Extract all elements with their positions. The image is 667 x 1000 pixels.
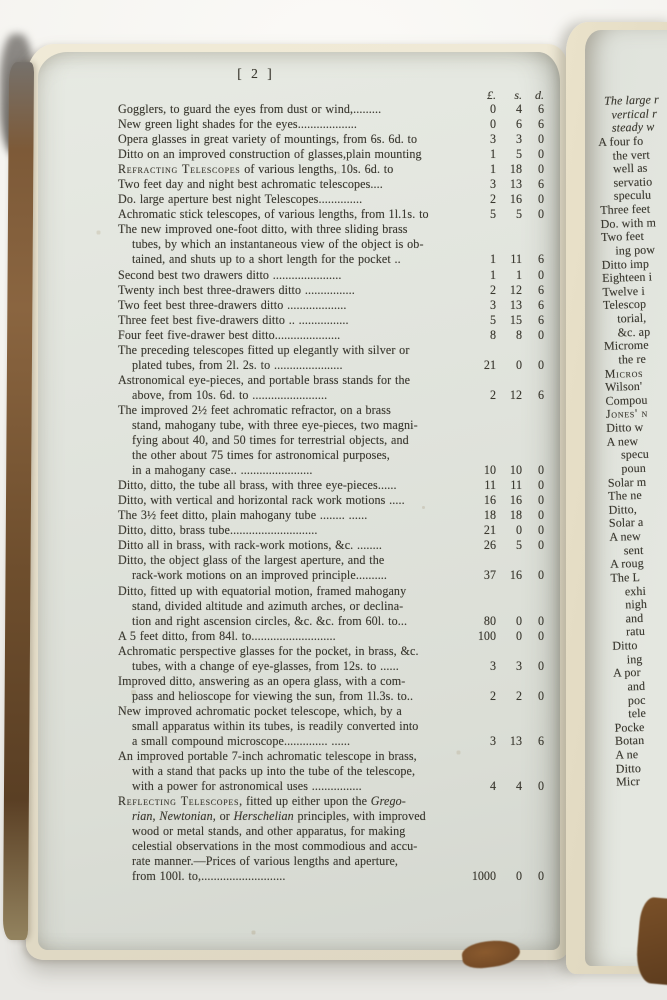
price-pounds: 18 [483, 508, 496, 523]
item-line: Refracting Telescopes of various lengths, 10s. 6d. to [118, 162, 394, 177]
price-pence: 0 [537, 613, 544, 628]
catalog-item [118, 403, 544, 478]
page-number: [ 2 ] [237, 66, 275, 81]
catalog-item [118, 674, 544, 704]
item-description [118, 102, 464, 117]
price-pounds: 5 [489, 207, 496, 222]
fragment-line: &c. ap [617, 324, 651, 340]
fragment-line: A roug [609, 556, 644, 572]
price-pence: 0 [537, 869, 544, 884]
shillings-header: s. [514, 88, 522, 102]
price-pounds: 3 [489, 658, 496, 673]
item-line: small apparatus within its tubes, is readily converted into [132, 718, 419, 733]
item-line: fying about 40, and 50 times for terrestrial objects, and [132, 433, 409, 448]
price-pence: 0 [537, 478, 544, 493]
price-pence: 0 [537, 658, 544, 673]
item-description [118, 313, 464, 328]
price-pence: 0 [537, 162, 544, 177]
fragment-line: the re [618, 351, 647, 367]
fragment-line: speculu [613, 187, 652, 203]
item-description [118, 207, 464, 222]
fragment-line: Ditto w [606, 419, 644, 435]
item-line: Twenty inch best three-drawers ditto ................ [118, 282, 355, 297]
price-pence: 6 [537, 312, 544, 327]
item-line: New improved achromatic pocket telescope, which, by a [118, 703, 402, 718]
item-line: Ditto, with vertical and horizontal rack work motions ..... [118, 493, 405, 508]
price-pounds: 11 [484, 478, 496, 493]
pence-header: d. [535, 88, 544, 102]
price-pounds: 2 [489, 192, 496, 207]
item-description [118, 794, 464, 884]
fragment-line: Jones' n [605, 406, 649, 422]
fragment-line: Compou [605, 392, 648, 408]
item-description [118, 644, 464, 674]
fragment-line: servatio [613, 174, 653, 190]
price-shillings: 12 [509, 282, 522, 297]
item-line: rack-work motions on an improved principle.......... [132, 568, 388, 583]
price-pounds: 1000 [471, 869, 496, 884]
item-line: Two feet day and night best achromatic telescopes.... [118, 177, 383, 192]
price-pence: 0 [537, 267, 544, 282]
price-pounds: 37 [483, 568, 496, 583]
price-shillings: 12 [509, 387, 522, 402]
catalog-item [118, 538, 544, 553]
item-line: The preceding telescopes fitted up elegantly with silver or [118, 342, 410, 357]
catalog-item [118, 313, 544, 328]
price-pence: 6 [537, 387, 544, 402]
price-pence: 6 [537, 117, 544, 132]
fragment-line: A por [612, 665, 641, 681]
fragment-line: Ditto, [608, 501, 638, 517]
item-line: stand, divided altitude and azimuth arches, or declina- [132, 598, 404, 613]
item-line: Astronomical eye-pieces, and portable brass stands for the [118, 372, 411, 387]
fragment-line: poun [621, 460, 647, 476]
item-line: Opera glasses in great variety of mountings, from 6s. 6d. to [118, 132, 418, 147]
item-line: An improved portable 7-inch achromatic telescope in brass, [118, 749, 417, 764]
item-line: Ditto, ditto, the tube all brass, with three eye-pieces...... [118, 478, 397, 493]
item-description [118, 177, 464, 192]
item-description [118, 222, 464, 267]
price-pence: 0 [537, 192, 544, 207]
price-shillings: 16 [509, 192, 522, 207]
catalog-item [118, 207, 544, 222]
price-shillings: 10 [509, 463, 522, 478]
item-line: with a power for astronomical uses ................ [132, 779, 362, 794]
price-pence: 0 [537, 568, 544, 583]
fragment-line: specu [620, 446, 650, 462]
item-line: tubes, with a change of eye-glasses, from 12s. to ...... [132, 658, 399, 673]
item-description [118, 147, 464, 162]
item-description [118, 132, 464, 147]
item-description [118, 523, 464, 538]
catalog-item [118, 102, 544, 117]
fragment-line: ing pow [615, 242, 656, 258]
catalog-item [118, 478, 544, 493]
item-line: wood or metal stands, and other apparatus, for making [132, 824, 406, 839]
item-line: New green light shades for the eyes................... [118, 117, 358, 132]
item-line: in a mahogany case.. ....................... [132, 463, 313, 478]
fragment-line: The L [610, 569, 641, 585]
fragment-line: A four fo [598, 133, 644, 149]
price-shillings: 16 [509, 493, 522, 508]
price-pounds: 2 [489, 688, 496, 703]
price-pence: 0 [537, 132, 544, 147]
price-shillings: 1 [515, 267, 522, 282]
fragment-line: tele [628, 706, 647, 721]
price-pence: 0 [537, 538, 544, 553]
price-pounds: 3 [489, 177, 496, 192]
fragment-line: Microme [603, 337, 649, 354]
fragment-line: vertical r [611, 105, 658, 122]
item-line: plated tubes, from 2l. 2s. to ...................... [132, 357, 343, 372]
item-description [118, 749, 464, 794]
price-pence: 0 [537, 327, 544, 342]
price-shillings: 0 [515, 613, 522, 628]
price-pence: 0 [537, 207, 544, 222]
item-line: tubes, by which an instantaneous view of the object is ob- [132, 237, 424, 252]
item-description [118, 493, 464, 508]
price-shillings: 18 [509, 162, 522, 177]
fragment-line: steady w [611, 119, 655, 135]
fragment-line: nigh [625, 596, 648, 612]
fragment-line: exhi [624, 583, 647, 598]
fragment-line: A new [606, 433, 639, 449]
price-shillings: 11 [510, 252, 522, 267]
fragment-line: Pocke [614, 719, 645, 735]
price-list [118, 102, 544, 884]
catalog-item [118, 147, 544, 162]
price-shillings: 13 [509, 297, 522, 312]
price-shillings: 2 [515, 688, 522, 703]
item-line: tained, and shuts up to a short length for the pocket .. [132, 252, 401, 267]
price-pence: 0 [537, 779, 544, 794]
price-shillings: 13 [509, 177, 522, 192]
price-pounds: 3 [489, 132, 496, 147]
price-pence: 6 [537, 297, 544, 312]
catalog-item [118, 268, 544, 283]
item-description [118, 403, 464, 478]
item-description [118, 538, 464, 553]
catalog-item [118, 192, 544, 207]
price-pounds: 1 [489, 162, 496, 177]
item-description [118, 328, 464, 343]
fragment-line: Ditto [615, 760, 642, 776]
item-line: the other about 75 times for astronomical purposes, [132, 448, 390, 463]
price-pounds: 0 [489, 102, 496, 116]
currency-spacer [118, 89, 464, 101]
catalog-item [118, 298, 544, 313]
price-pence: 0 [537, 523, 544, 538]
catalog-item [118, 584, 544, 629]
price-pounds: 80 [483, 613, 496, 628]
price-pence: 0 [537, 628, 544, 643]
item-description [118, 508, 464, 523]
price-shillings: 11 [510, 478, 522, 493]
price-pence: 0 [537, 508, 544, 523]
price-shillings: 0 [515, 869, 522, 884]
fragment-line: Two feet [600, 228, 645, 245]
item-line: Ditto, fitted up with equatorial motion, framed mahogany [118, 583, 407, 598]
item-line: Two feet best three-drawers ditto ................... [118, 297, 347, 312]
catalog-item [118, 117, 544, 132]
item-line: rate manner.—Prices of various lengths and aperture, [132, 854, 399, 869]
price-pounds: 2 [489, 387, 496, 402]
price-shillings: 8 [515, 327, 522, 342]
price-pounds: 3 [489, 297, 496, 312]
catalog-item [118, 328, 544, 343]
item-description [118, 553, 464, 583]
fragment-line: poc [627, 692, 646, 707]
item-description [118, 117, 464, 132]
item-line: Gogglers, to guard the eyes from dust or wind,......... [118, 102, 382, 116]
fragment-line: Twelve i [602, 283, 645, 299]
item-line: with a stand that packs up into the tube of the telescope, [132, 764, 416, 779]
item-description [118, 704, 464, 749]
item-description [118, 373, 464, 403]
price-pounds: 26 [483, 538, 496, 553]
item-line: Improved ditto, answering as an opera glass, with a com- [118, 673, 406, 688]
fragment-line: the vert [612, 147, 650, 163]
item-line: Three feet best five-drawers ditto .. ................ [118, 312, 349, 327]
item-description [118, 162, 464, 177]
price-pounds: 1 [489, 267, 496, 282]
price-pounds: 21 [483, 523, 496, 538]
catalog-item [118, 343, 544, 373]
price-list-wrap [118, 68, 544, 884]
item-line: The 3½ feet ditto, plain mahogany tube ........ ...... [118, 508, 368, 523]
item-line: pass and helioscope for viewing the sun, from 1l.3s. to.. [132, 688, 414, 703]
item-line: Ditto all in brass, with rack-work motions, &c. ........ [118, 538, 382, 553]
fragment-line: Do. with m [600, 215, 657, 231]
price-shillings: 3 [515, 132, 522, 147]
catalog-item [118, 132, 544, 147]
fragment-line: Eighteen i [601, 269, 653, 286]
item-line: Ditto on an improved construction of glasses,plain mounting [118, 147, 422, 162]
price-shillings: 6 [515, 117, 522, 132]
price-pounds: 1 [489, 252, 496, 267]
catalog-item [118, 704, 544, 749]
catalog-item [118, 794, 544, 884]
item-line: Do. large aperture best night Telescopes.............. [118, 192, 363, 207]
fragment-line: and [625, 610, 644, 626]
price-pounds: 2 [489, 282, 496, 297]
catalog-item [118, 177, 544, 192]
fragment-line: ratu [625, 624, 646, 639]
catalog-item [118, 162, 544, 177]
catalog-item [118, 508, 544, 523]
fragment-line: Micr [615, 774, 641, 789]
price-shillings: 13 [509, 733, 522, 748]
price-pence: 0 [537, 147, 544, 162]
paper-speckles [38, 52, 39, 53]
fragment-line: well as [612, 160, 648, 176]
fragment-line: sent [623, 542, 644, 558]
price-shillings: 5 [515, 207, 522, 222]
price-pence: 0 [537, 493, 544, 508]
price-pence: 6 [537, 733, 544, 748]
price-shillings: 4 [515, 779, 522, 794]
item-line: a small compound microscope.............. ...... [132, 733, 351, 748]
item-line: A 5 feet ditto, from 84l. to........................... [118, 628, 336, 643]
item-description [118, 478, 464, 493]
price-shillings: 16 [509, 568, 522, 583]
price-pounds: 4 [489, 779, 496, 794]
catalog-item [118, 749, 544, 794]
catalog-item [118, 493, 544, 508]
item-line: stand, mahogany tube, with three eye-pieces, two magni- [132, 417, 418, 432]
fragment-line: Botan [614, 733, 645, 749]
price-shillings: 0 [515, 628, 522, 643]
price-pence: 6 [537, 102, 544, 116]
item-line: above, from 10s. 6d. to ........................ [132, 387, 328, 402]
price-pounds: 3 [489, 733, 496, 748]
currency-header [118, 89, 544, 101]
price-pence: 6 [537, 177, 544, 192]
catalog-item [118, 222, 544, 267]
fragment-line: Telescop [602, 297, 647, 313]
price-pence: 6 [537, 282, 544, 297]
item-description [118, 298, 464, 313]
price-shillings: 3 [515, 658, 522, 673]
price-shillings: 5 [515, 147, 522, 162]
fragment-line: A ne [615, 747, 639, 762]
item-description [118, 584, 464, 629]
fragment-line: Three feet [600, 201, 651, 217]
price-shillings: 0 [515, 357, 522, 372]
price-pence: 0 [537, 357, 544, 372]
item-line: Ditto, ditto, brass tube............................ [118, 523, 318, 538]
item-line: Second best two drawers ditto ...................... [118, 267, 342, 282]
fragment-line: Ditto [612, 638, 638, 653]
catalog-item [118, 523, 544, 538]
item-description [118, 629, 464, 644]
catalog-item [118, 629, 544, 644]
price-pounds: 21 [483, 357, 496, 372]
price-shillings: 4 [515, 102, 522, 116]
fragment-line: The ne [608, 488, 642, 503]
price-pounds: 10 [483, 463, 496, 478]
price-pence: 6 [537, 252, 544, 267]
fragment-line: and [627, 678, 646, 694]
catalog-item [118, 373, 544, 403]
item-description [118, 343, 464, 373]
fragment-line: ing [626, 651, 643, 667]
item-line: Achromatic stick telescopes, of various lengths, from 1l.1s. to [118, 207, 429, 222]
price-shillings: 0 [515, 523, 522, 538]
price-pounds: 0 [489, 117, 496, 132]
price-shillings: 18 [509, 508, 522, 523]
fragment-line: Ditto imp [601, 256, 650, 272]
item-line: Achromatic perspective glasses for the pocket, in brass, &c. [118, 643, 419, 658]
item-line: Ditto, the object glass of the largest aperture, and the [118, 553, 385, 568]
item-line: Reflecting Telescopes, fitted up either upon the Grego- [118, 794, 406, 809]
item-line: The improved 2½ feet achromatic refractor, on a brass [118, 402, 391, 417]
item-line: tion and right ascension circles, &c. &c. from 60l. to... [132, 613, 408, 628]
price-pence: 0 [537, 463, 544, 478]
item-line: from 100l. to,........................... [132, 869, 286, 884]
fragment-line: A new [609, 528, 642, 544]
price-pounds: 100 [477, 628, 496, 643]
price-shillings: 15 [509, 312, 522, 327]
pounds-header: £. [487, 88, 496, 102]
fragment-line: Micros [604, 365, 644, 381]
price-pounds: 16 [483, 493, 496, 508]
fragment-line: Solar m [607, 474, 647, 490]
left-page [38, 52, 560, 950]
item-line: rian, Newtonian, or Herschelian principles, with improved [132, 809, 426, 824]
item-description [118, 268, 464, 283]
price-pence: 0 [537, 688, 544, 703]
item-description [118, 192, 464, 207]
item-description [118, 283, 464, 298]
catalog-item [118, 644, 544, 674]
catalog-item [118, 553, 544, 583]
price-shillings: 5 [515, 538, 522, 553]
fragment-line: The large r [603, 92, 659, 108]
fragment-line: Wilson' [604, 378, 643, 395]
item-line: Four feet five-drawer best ditto..................... [118, 327, 341, 342]
price-pounds: 1 [489, 147, 496, 162]
fragment-line: Solar a [608, 515, 644, 531]
fragment-line: torial, [617, 310, 647, 326]
item-line: The new improved one-foot ditto, with three sliding brass [118, 222, 408, 237]
price-pounds: 5 [489, 312, 496, 327]
catalog-item [118, 283, 544, 298]
price-pounds: 8 [489, 327, 496, 342]
item-description [118, 674, 464, 704]
item-line: celestial observations in the most commodious and accu- [132, 839, 418, 854]
